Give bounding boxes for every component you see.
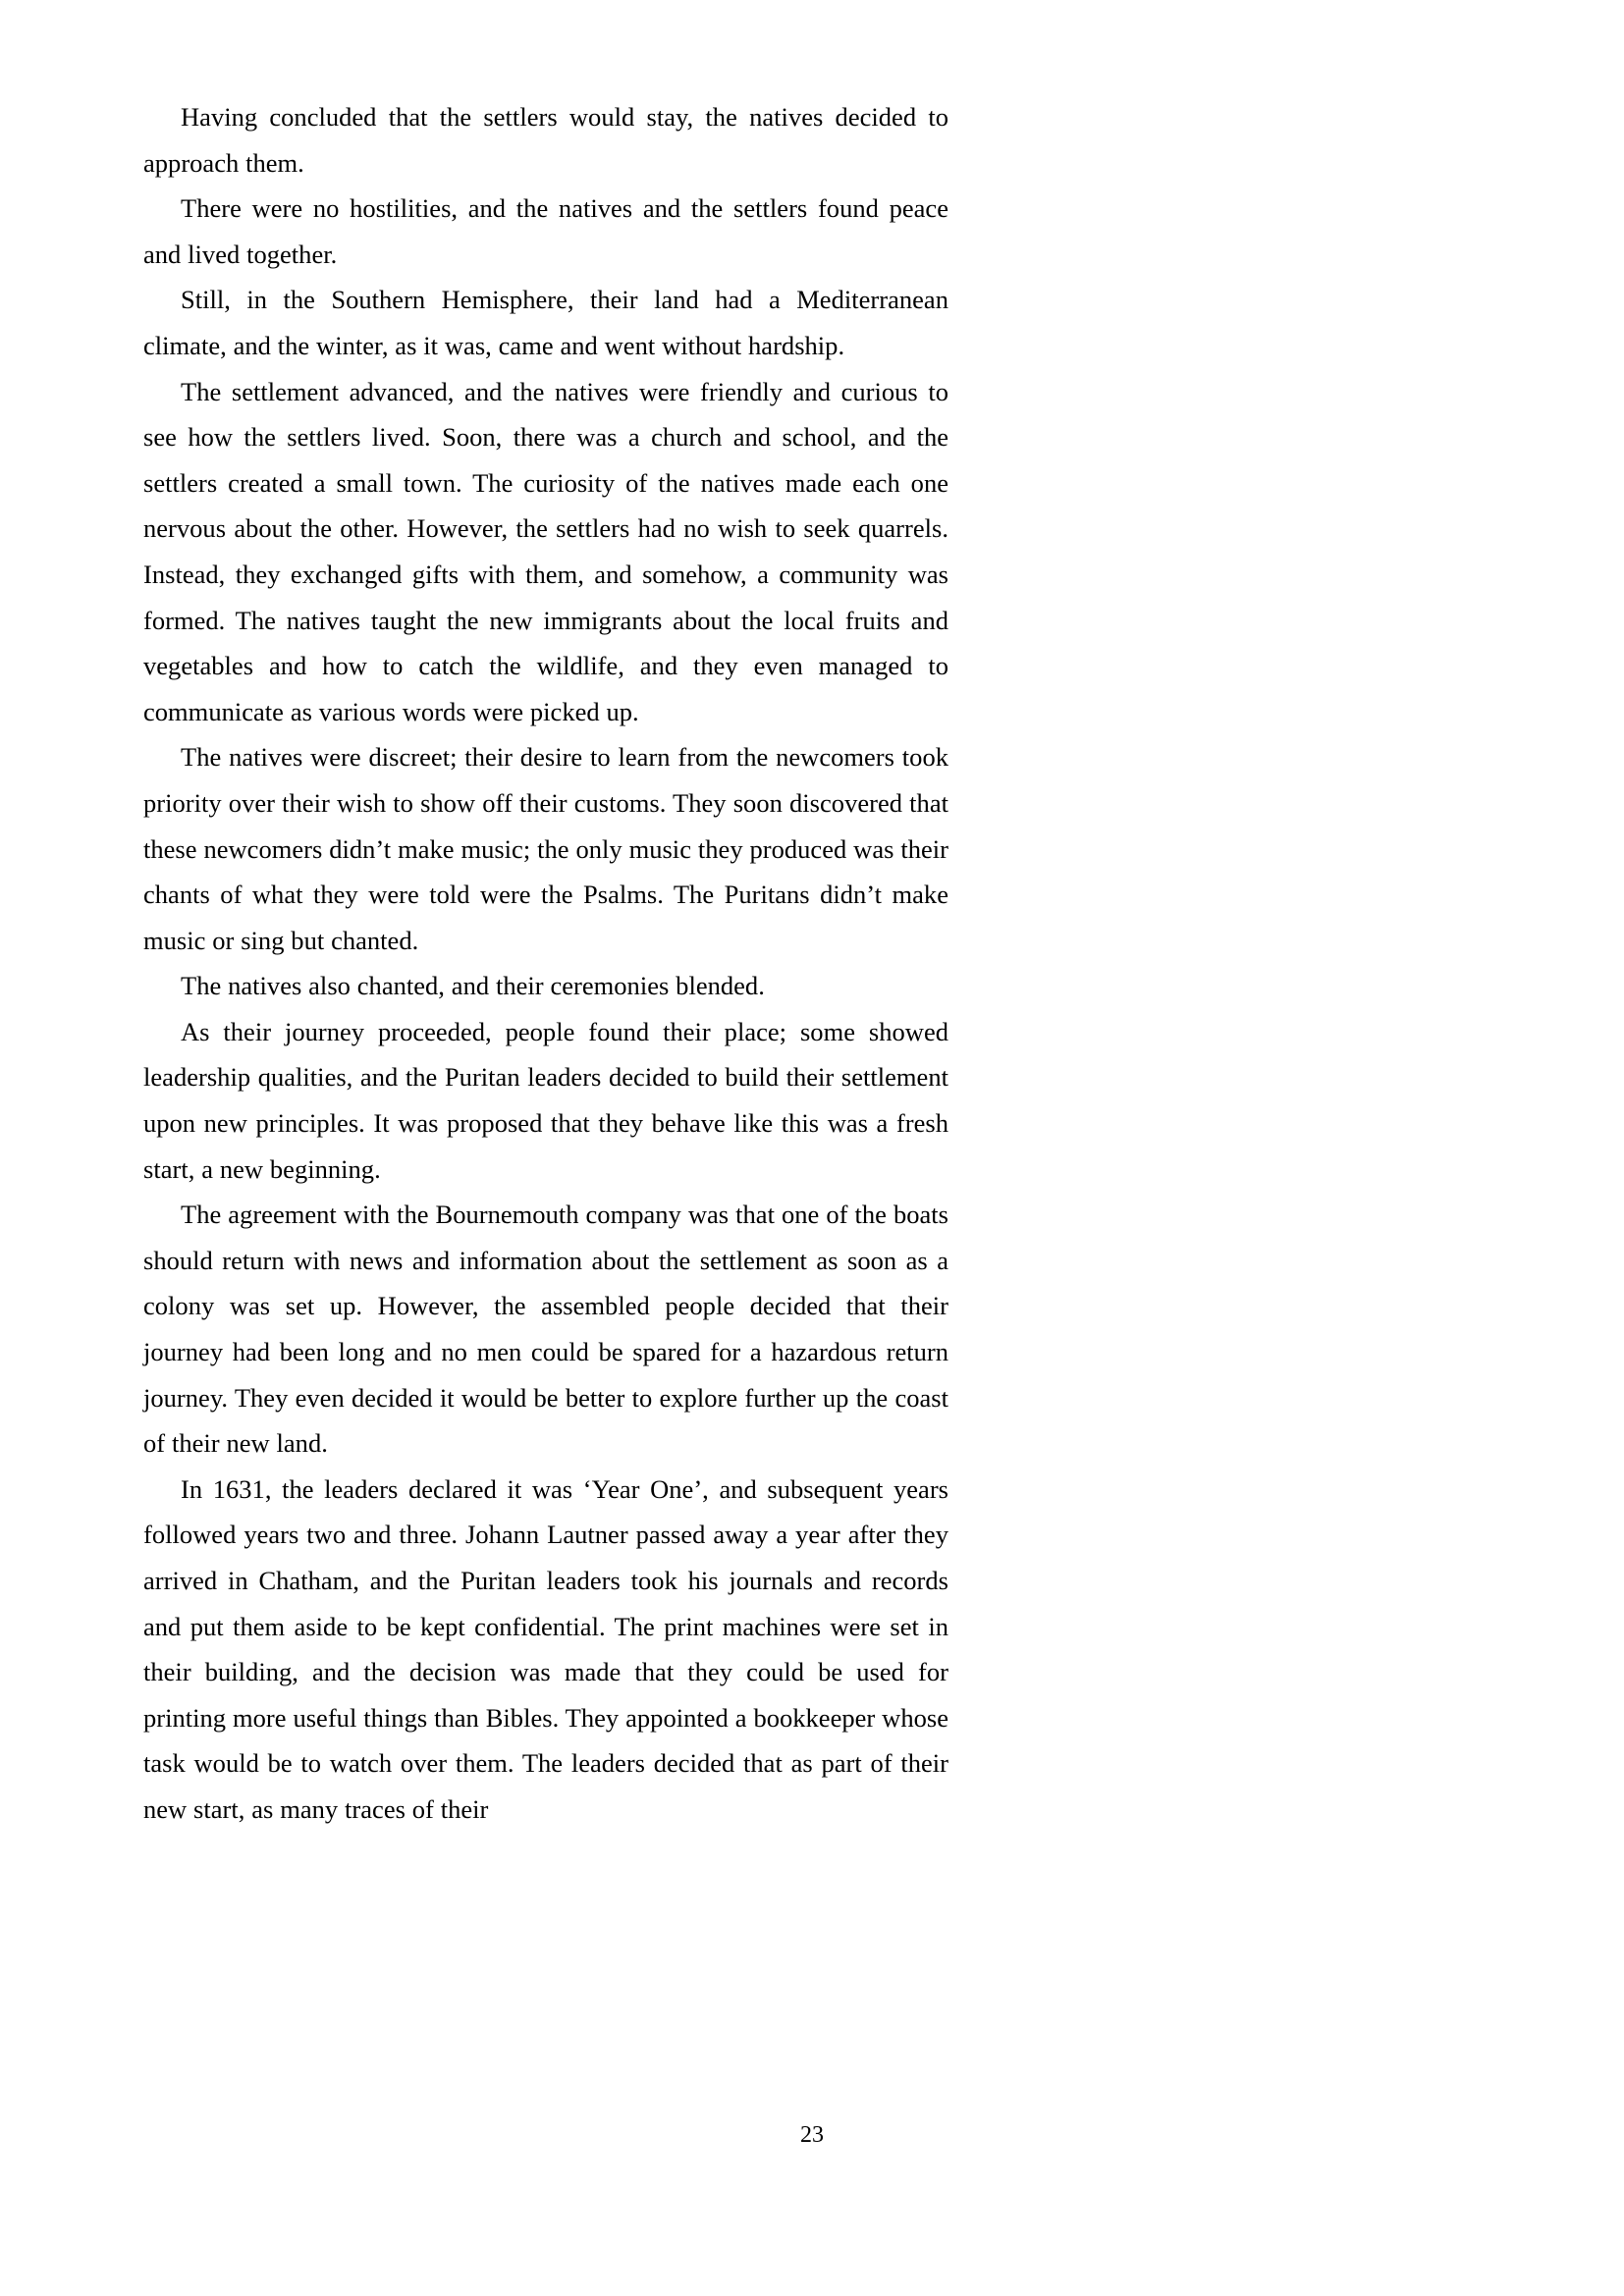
- paragraph: As their journey proceeded, people found their place; some showed leadership qualities, and the Puritan leaders decided to build their settlement upon new principles. It was proposed that they behave like this was a fresh start, a new beginning.: [143, 1016, 948, 1184]
- paragraph: In 1631, the leaders declared it was ‘Year One’, and subsequent years followed years two and three. Johann Lautner passed away a year after they arrived in Chatham, and the Puritan leaders took his journals and records and put them aside to be kept confidential. The print machines were set in their building, and the decision was made that they could be used for printing more useful things than Bibles. They appointed a bookkeeper whose task would be to watch over them. The leaders decided that as part of their new start, as many traces of their: [143, 1473, 948, 1824]
- page-number: 23: [800, 2122, 824, 2148]
- paragraph: There were no hostilities, and the natives and the settlers found peace and lived together.: [143, 193, 948, 269]
- paragraph: Still, in the Southern Hemisphere, their land had a Mediterranean climate, and the winter, as it was, came and went without hardship.: [143, 285, 948, 360]
- paragraph: The natives also chanted, and their ceremonies blended.: [181, 971, 765, 1001]
- paragraph: The agreement with the Bournemouth company was that one of the boats should return with news and information about the settlement as soon as a colony was set up. However, the assembled people decided that their journey had been long and no men could be spared for a hazardous return journey. They even decided it would be better to explore further up the coast of their new land.: [143, 1200, 948, 1459]
- paragraph: The natives were discreet; their desire to learn from the newcomers took priority over their wish to show off their customs. They soon discovered that these newcomers didn’t make music; the only music they produced was their chants of what they were told were the Psalms. The Puritans didn’t make music or sing but chanted.: [143, 742, 948, 955]
- paragraph: The settlement advanced, and the natives were friendly and curious to see how the settlers lived. Soon, there was a church and school, and the settlers created a small town. The curiosity of the natives made each one nervous about the other. However, the settlers had no wish to seek quarrels. Instead, they exchanged gifts with them, and somehow, a community was formed. The natives taught the new immigrants about the local fruits and vegetables and how to catch the wildlife, and they even managed to communicate as various words were picked up.: [143, 376, 948, 726]
- paragraph: Having concluded that the settlers would stay, the natives decided to approach them.: [143, 102, 948, 178]
- body-text-block: [143, 94, 948, 1833]
